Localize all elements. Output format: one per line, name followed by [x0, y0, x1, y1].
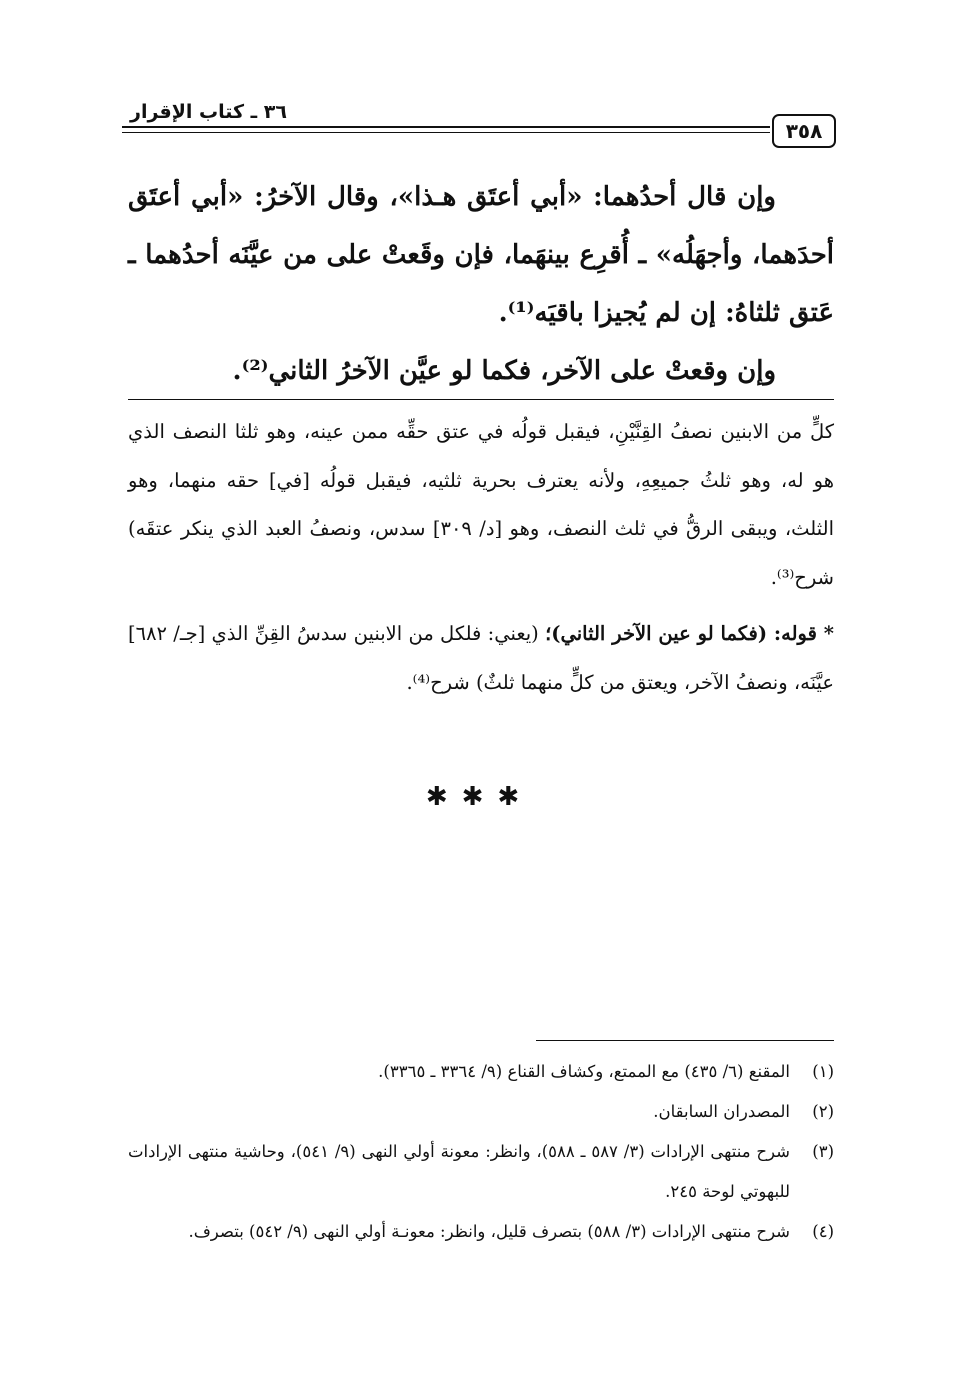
commentary-lead: * قوله: (فكما لو عين الآخر الثاني)؛: [545, 622, 834, 645]
chapter-title: ٣٦ ـ كتاب الإقرار: [130, 101, 287, 123]
footnote-number: (٤): [812, 1222, 834, 1241]
footnote-number: (١): [812, 1062, 834, 1081]
footnote-text: شرح منتهى الإرادات (٣/ ٥٨٨) بتصرف قليل، وانظر: معونـة أولي النهى (٩/ ٥٤٢) بتصرف.: [188, 1222, 790, 1241]
footnote-text: المصدران السابقان.: [653, 1102, 790, 1121]
footnote: [128, 1052, 834, 1092]
footnote-rule: [536, 1040, 834, 1041]
main-text-paragraph: وإن قال أحدُهما: «أبي أعتَق هـذا»، وقال الآخرُ: «أبي أعتَق أحدَهما، وأجهَلُه» ـ أُقرِع بينهَما، فإن وقَعتْ على من عيَّنَه أحدُهما ـ عَتق ثلثاهُ: إن لم يُجيزا باقيَه⁽¹⁾.: [128, 182, 834, 328]
section-separator: ✱✱✱: [425, 782, 534, 812]
footnote-text: شرح منتهى الإرادات (٣/ ٥٨٧ ـ ٥٨٨)، وانظر: معونة أولي النهى (٩/ ٥٤١)، وحاشية منتهى الإرادات للبهوتي لوحة ٢٤٥.: [128, 1142, 790, 1201]
footnote: [128, 1212, 834, 1252]
main-text: [128, 168, 834, 400]
footnote: [128, 1092, 834, 1132]
footnotes: [128, 1052, 834, 1252]
footnote-number: (٣): [812, 1142, 834, 1161]
footnote-number: (٢): [812, 1102, 834, 1121]
commentary-paragraph: كلٍّ من الابنين نصفُ القِنَّيْنِ، فيقبل قولُه في عتق حقِّه ممن عينه، وهو ثلثا النصف الذي هو له، وهو ثلثُ جميعِهِ، ولأنه يعترف بحرية ثلثيه، فيقبل قولُه [في] حقه منهما، وهو الثلث، ويبقى الرقُّ في ثلث النصف، وهو [د/ ٣٠٩] سدس، ونصفُ العبد الذي ينكر عتقَه) شرح⁽³⁾.: [128, 420, 834, 589]
footnote-text: المقنع (٦/ ٤٣٥) مع الممتع، وكشاف القناع (٩/ ٣٣٦٤ ـ ٣٣٦٥).: [378, 1062, 790, 1081]
commentary-paragraph: [128, 610, 834, 707]
text-divider: [128, 399, 834, 400]
main-text-paragraph: وإن وقعتْ على الآخر، فكما لو عيَّن الآخرُ الثاني⁽²⁾.: [232, 356, 776, 386]
page-number: ٣٥٨: [772, 114, 836, 148]
commentary: [128, 408, 834, 707]
commentary-body: (يعني: فلكل من الابنين سدسُ القِنِّ الذي [جـ/ ٦٨٢] عيَّنَه، ونصفُ الآخر، ويعتق من كلٍّ منهما ثلثٌ) شرح⁽⁴⁾.: [128, 622, 834, 694]
header-rule: [122, 126, 770, 133]
footnote: [128, 1132, 834, 1212]
